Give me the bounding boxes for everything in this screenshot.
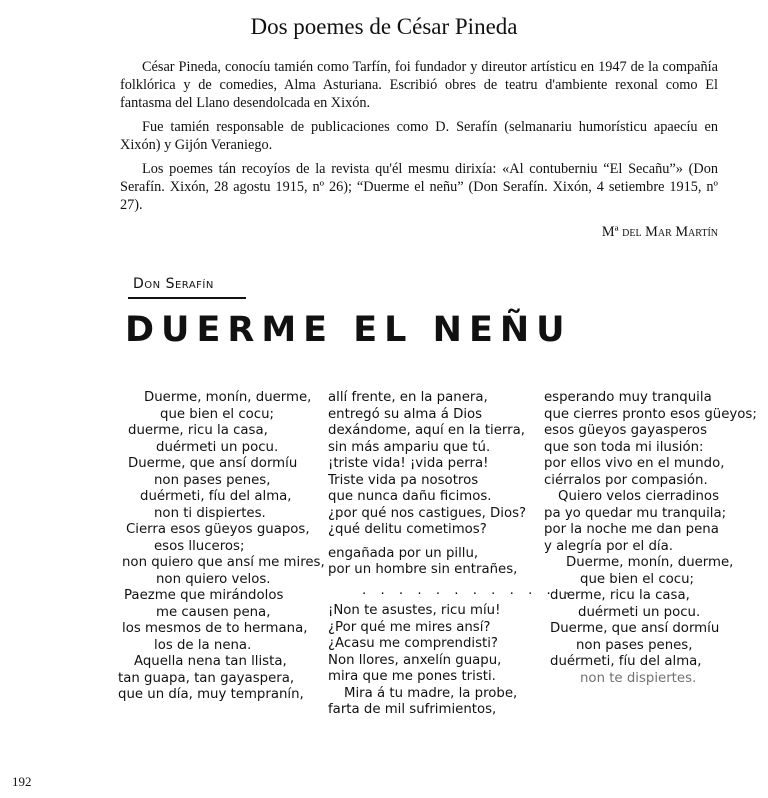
poem-line: ¿por qué nos castigues, Dios? [328, 505, 527, 521]
intro-text [120, 58, 718, 247]
poem-column-3 [540, 390, 768, 687]
poem-line: ¿Acasu me comprendisti? [328, 636, 498, 651]
poem-line: y alegría por el día. [544, 538, 673, 554]
ellipsis-separator: . . . . . . . . . . . . [362, 582, 575, 598]
poem-line: Non llores, anxelín guapu, [328, 652, 502, 668]
author-signature: Mª del Mar Martín [601, 224, 718, 240]
poem-line: Duerme, que ansí dormíu [128, 456, 298, 471]
poem-line: Duerme, monín, duerme, [566, 555, 734, 570]
poem-line: ciérralos por compasión. [544, 472, 708, 488]
poem-line: Duerme, que ansí dormíu [550, 621, 720, 636]
poem-line: los mesmos de to hermana, [122, 621, 308, 636]
poem-line: que un día, muy tempranín, [118, 687, 304, 702]
poem-line: non pases penes, [576, 637, 693, 653]
poem-line: Triste vida pa nosotros [328, 472, 479, 488]
poem-line: me causen pena, [156, 604, 271, 620]
poem-line: engañada por un pillu, [328, 545, 479, 561]
poem-line: que nunca dañu ficimos. [328, 489, 492, 504]
poem-line: ¿qué delitu cometimos? [328, 522, 487, 537]
poem-line: Duerme, monín, duerme, [144, 390, 312, 405]
poem-line: Quiero velos cierradinos [558, 489, 719, 504]
poem-line: duérmeti, fíu del alma, [550, 654, 702, 669]
poem-line: que son toda mi ilusión: [544, 439, 704, 455]
poem-line: esos lluceros; [154, 538, 245, 554]
poem-line: tan guapa, tan gayaspera, [118, 670, 295, 686]
article-title: Dos poemes de César Pineda [250, 14, 518, 39]
header-rule [128, 297, 246, 299]
poem-line: non te dispiertes. [580, 670, 697, 686]
poem-line: por ellos vivo en el mundo, [544, 456, 725, 471]
poem-line: esos güeyos gayasperos [544, 423, 707, 438]
poem-line: pa yo quedar mu tranquila; [544, 505, 727, 521]
poem-line: por la noche me dan pena [544, 522, 719, 537]
intro-paragraph: Fue tamién responsable de publicaciones como D. Serafín (selmanariu humorísticu apaecíu en Xixón) y Gijón Veraniego. [120, 119, 718, 153]
poem-line: que bien el cocu; [580, 571, 695, 587]
poem-line: non pases penes, [154, 472, 271, 488]
poem-line: duérmeti un pocu. [156, 439, 279, 455]
poem-column-2 [326, 390, 575, 719]
poem-line: duérmeti un pocu. [578, 604, 701, 620]
poem-line: duerme, ricu la casa, [550, 588, 690, 603]
poem-line: entregó su alma á Dios [328, 406, 483, 422]
magazine-label: Don Serafín [133, 276, 214, 292]
poem-line: por un hombre sin entrañes, [328, 562, 518, 577]
poem-line: mira que me pones tristi. [328, 669, 496, 684]
poem-line: los de la nena. [154, 637, 252, 653]
poem-line: duérmeti, fíu del alma, [140, 489, 292, 504]
intro-paragraph: Los poemes tán recoyíos de la revista qu'él mesmu dirixía: «Al contuberniu “El Secañu”» (Don Serafín. Xixón, 28 agostu 1915, nº 26); “Duerme el neñu” (Don Serafín. Xixón, 4 setiembre 1915, nº 27). [120, 161, 718, 213]
intro-paragraph: César Pineda, conocíu tamién como Tarfín, foi fundador y direutor artísticu en 1947 de la compañía folklórica y de comedies, Alma Asturiana. Escribió obres de teatru d'ambiente rexonal como El fantasma del Llano desendolcada en Xixón. [120, 59, 718, 111]
poem-line: non quiero velos. [156, 571, 271, 587]
page-number: 192 [12, 774, 32, 789]
poem-line: Aquella nena tan llista, [134, 654, 287, 669]
poem-line: non ti dispiertes. [154, 505, 266, 521]
poem-line: que cierres pronto esos güeyos; [544, 406, 757, 422]
poem-line: ¡Non te asustes, ricu míu! [328, 603, 501, 618]
poem-line: Cierra esos güeyos guapos, [126, 522, 310, 537]
poem-line: que bien el cocu; [160, 406, 275, 422]
poem-line: duerme, ricu la casa, [128, 423, 268, 438]
poem-line: ¡triste vida! ¡vida perra! [328, 456, 489, 471]
poem-line: non quiero que ansí me mires, [122, 555, 325, 570]
poem-line: esperando muy tranquila [544, 390, 712, 405]
poem-line: sin más ampariu que tú. [328, 439, 491, 455]
poem-column-1 [116, 390, 326, 704]
poem-line: Mira á tu madre, la probe, [344, 685, 518, 701]
poem-title: DUERME EL NEÑU [125, 310, 572, 350]
poem-line: ¿Por qué me mires ansí? [328, 619, 491, 635]
poem-line: dexándome, aquí en la tierra, [328, 423, 525, 438]
poem-line: farta de mil sufrimientos, [328, 702, 497, 717]
poem-line: Paezme que mirándolos [124, 588, 284, 603]
poem-line: allí frente, en la panera, [328, 390, 488, 405]
